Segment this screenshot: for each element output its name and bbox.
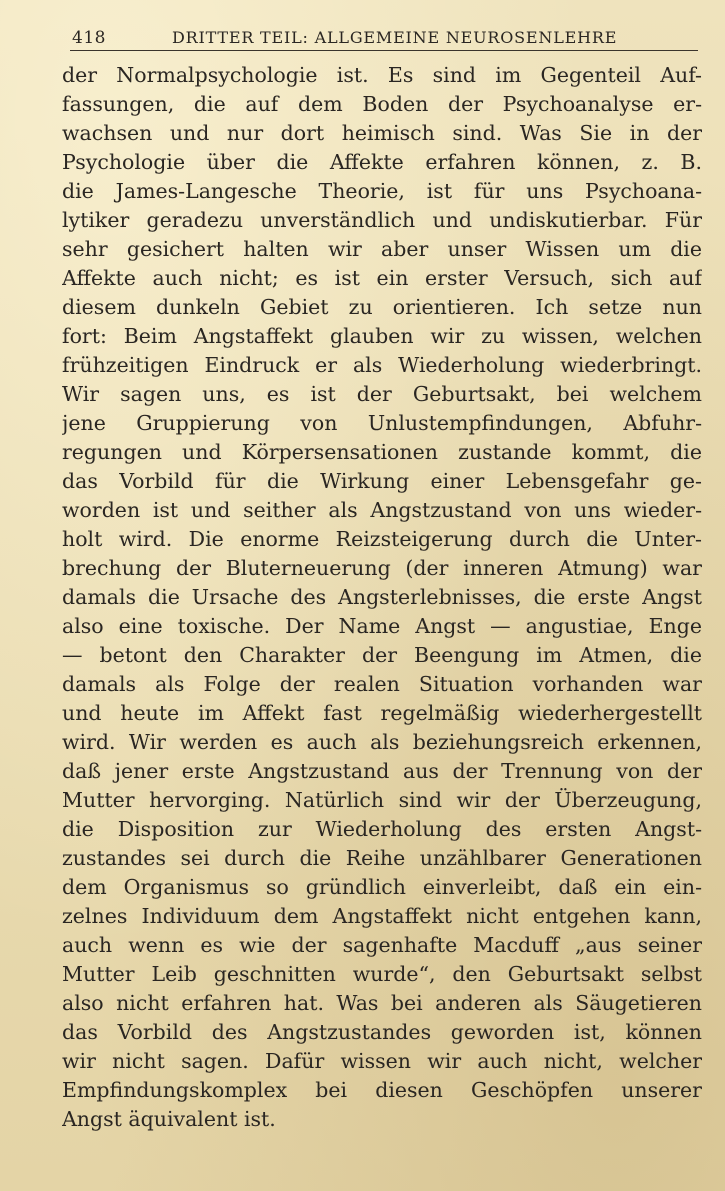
text-line: damals die Ursache des Angsterlebnisses, die erste Angst — [62, 585, 702, 609]
text-line: fort: Beim Angstaffekt glauben wir zu wissen, welchen — [62, 324, 702, 348]
text-line: die Disposition zur Wiederholung des ersten Angst- — [62, 817, 702, 841]
text-line: daß jener erste Angstzustand aus der Trennung von der — [62, 759, 702, 783]
text-line: also nicht erfahren hat. Was bei anderen als Säugetieren — [62, 991, 702, 1015]
text-line: also eine toxische. Der Name Angst — angustiae, Enge — [62, 614, 702, 638]
text-line: auch wenn es wie der sagenhafte Macduff „aus seiner — [62, 933, 702, 957]
running-head — [70, 24, 698, 51]
text-line: Wir sagen uns, es ist der Geburtsakt, bei welchem — [62, 382, 702, 406]
text-line: regungen und Körpersensationen zustande kommt, die — [62, 440, 702, 464]
running-head-title: DRITTER TEIL: ALLGEMEINE NEUROSENLEHRE — [172, 28, 618, 47]
text-line: das Vorbild für die Wirkung einer Lebensgefahr ge- — [62, 469, 702, 493]
text-line: diesem dunkeln Gebiet zu orientieren. Ich setze nun — [62, 295, 702, 319]
text-line: worden ist und seither als Angstzustand von uns wieder- — [62, 498, 702, 522]
text-line: fassungen, die auf dem Boden der Psychoanalyse er- — [62, 92, 702, 116]
text-line: lytiker geradezu unverständlich und undiskutierbar. Für — [62, 208, 702, 232]
text-line: jene Gruppierung von Unlustempfindungen, Abfuhr- — [62, 411, 702, 435]
page-number: 418 — [72, 28, 106, 48]
text-line: Affekte auch nicht; es ist ein erster Versuch, sich auf — [62, 266, 702, 290]
text-line: wir nicht sagen. Dafür wissen wir auch nicht, welcher — [62, 1049, 702, 1073]
text-line: dem Organismus so gründlich einverleibt, daß ein ein- — [62, 875, 702, 899]
text-line: Mutter Leib geschnitten wurde“, den Geburtsakt selbst — [62, 962, 702, 986]
text-line: wachsen und nur dort heimisch sind. Was Sie in der — [62, 121, 702, 145]
text-line: Psychologie über die Affekte erfahren können, z. B. — [62, 150, 702, 174]
text-line: frühzeitigen Eindruck er als Wiederholung wiederbringt. — [62, 353, 702, 377]
text-line: der Normalpsychologie ist. Es sind im Gegenteil Auf- — [62, 63, 702, 87]
text-line: Angst äquivalent ist. — [62, 1107, 276, 1131]
text-line: Mutter hervorging. Natürlich sind wir der Überzeugung, — [62, 788, 702, 812]
text-line: zelnes Individuum dem Angstaffekt nicht entgehen kann, — [62, 904, 702, 928]
text-line: damals als Folge der realen Situation vorhanden war — [62, 672, 702, 696]
text-line: zustandes sei durch die Reihe unzählbarer Generationen — [62, 846, 702, 870]
text-line: brechung der Bluterneuerung (der inneren Atmung) war — [62, 556, 702, 580]
text-line: die James-Langesche Theorie, ist für uns Psychoana- — [62, 179, 702, 203]
text-line: und heute im Affekt fast regelmäßig wiederhergestellt — [62, 701, 702, 725]
text-line: wird. Wir werden es auch als beziehungsreich erkennen, — [62, 730, 702, 754]
text-line: Empfindungskomplex bei diesen Geschöpfen unserer — [62, 1078, 702, 1102]
text-line: sehr gesichert halten wir aber unser Wissen um die — [62, 237, 702, 261]
body-text — [62, 61, 702, 1134]
text-line: das Vorbild des Angstzustandes geworden ist, können — [62, 1020, 702, 1044]
text-line: holt wird. Die enorme Reizsteigerung durch die Unter- — [62, 527, 702, 551]
text-line: — betont den Charakter der Beengung im Atmen, die — [62, 643, 702, 667]
